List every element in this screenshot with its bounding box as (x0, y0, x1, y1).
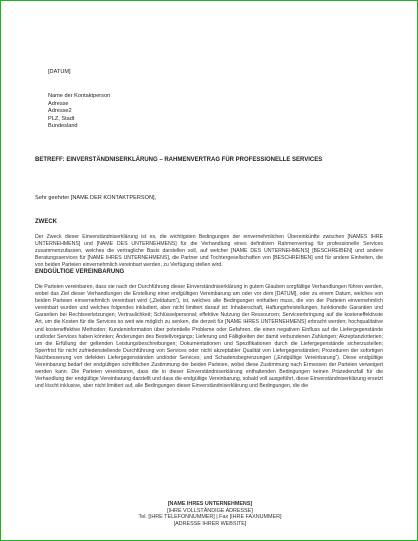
recipient-address (48, 93, 110, 131)
letter-footer (1, 501, 418, 527)
letter-subject: BETREFF: EINVERSTÄNDNISERKLÄRUNG – RAHMENVERTRAG FÜR PROFESSIONELLE SERVICES (35, 157, 323, 163)
recipient-address-line1: Adresse (48, 100, 69, 107)
section-body-final-agreement: Die Parteien vereinbaren, dass sie nach der Durchführung dieser Einverständniserklärung in gutem Glauben sorgfältige Verhandlungen führen werden, wobei das Ziel dieser Verhandlungen die Erstellung einer endgültigen Vereinbarung am oder vor dem [DATUM], oder zu einem Datum, welches von beiden Parteien einvernehmlich vereinbart wird („Zieldatum“), ist, welches alle Bedingungen enthalten muss, die von der Parteien einvernehmlich vereinbart wurden und welches folgendes inkludiert, aber nicht limitiert darauf ist: Inhaberschaft, Haftungsfreistellungen, funktionelle Garantien und Garantien bei Rechtsverletzungen; Vertraulichkeit; Schlüsselpersonal; effektive Nutzung der Ressourcen; Serviceerbringung auf die kosteneffektivste Art, um die Kosten für die Services so weit wie möglich zu senken, die derzeit für [NAME IHRES UNTERNEHMENS] erbracht werden; hochqualitative und kosteneffektive Methoden; Kundeninformation über potentielle Probleme oder Gefahren, die einen negativen Einfluss auf die Liefergegenstände und/oder Services haben könnten; Änderungen des Bestellvorgangs; Lieferung und Fälligkeiten der damit verbundenen Zahlungen; Akzeptanzkriterien; um die Erfüllung der geltenden Leistungsbeschreibungen; Dokumentationen und Spezifikationen durch die Liefergegenstände sicherzustellen; Sperrfrist für nicht zufriedenstellende Durchführung von Services oder nicht akzeptabler Qualität von Liefergegenständen; Prozeduren der sofortigen Nachbesserung von defekten Liefergegenständen und/oder Services; und Schadensbegrenzungen („Endgültige Vereinbarung“). Diese endgültige Vereinbarung bedarf der endgültigen schriftlichen Zustimmung der beiden Parteien, wobei diese Zustimmung nach Ermessen der Parteien verweigert werden kann. Die Parteien vereinbaren, dass die in dieser Einverständniserklärung enthaltenden Bedingungen keinen Präzedenzfall für die Verhandlung der endgültige Vereinbarung darstellt und dass die endgültige Vereinbarung, sobald voll ausgeführt, diese Einverständniserklärung ersetzt und löscht inklusive, aber nicht limitiert auf, alle Bedingungen dieser Einverständniserklärung und Bedingungen, die die (35, 284, 383, 390)
recipient-address-line2: Adresse2 (48, 108, 72, 115)
footer-company-name: [NAME IHRES UNTERNEHMENS] (167, 501, 253, 507)
footer-contact: Tel. [IHRE TELEFONNUMMER] | Fax [IHRE FAXNUMMER] (138, 514, 282, 521)
footer-address: [IHRE VOLLSTÄNDIGE ADRESSE] (167, 507, 253, 514)
section-heading-final-agreement: ENDGÜLTIGE VEREINBARUNG (35, 269, 125, 275)
footer-website: [ADRESSE IHRER WEBSITE] (173, 520, 247, 527)
recipient-name: Name der Kontaktperson (48, 93, 111, 99)
letter-salutation: Sehr geehrter [NAME DER KONTAKTPERSON], (35, 195, 157, 201)
section-heading-purpose: ZWECK (35, 219, 57, 225)
letter-date: [DATUM] (48, 69, 71, 75)
recipient-city: PLZ, Stadt (48, 115, 75, 122)
section-body-purpose: Der Zweck dieser Einverständniserklärung ist es, die wichtigsten Bedingungen der einvernehmlichen Übereinkünfte zwischen [NAMES IHRE UNTERNEHMENS] und [NAME DES UNTERNEHMENS] für die Verhandlung eines definitiven Rahmenvertrag für professionelle Services zusammenzufassen, welches die vertragliche Basis darstellen soll, auf welcher [NAME DES UNTERNEHMENS] [BESCHREIBEN] und andere Beratungsservices für [NAME IHRES UNTERNEHMENS], die Partner und Tochtergesellschaften von [BESCHREIBEN] und für andere Einheiten, die von beiden Parteien einvernehmlich vereinbart werden, zu Verfügung stellen wird. (35, 234, 383, 269)
recipient-state: Bundesland (48, 123, 78, 130)
